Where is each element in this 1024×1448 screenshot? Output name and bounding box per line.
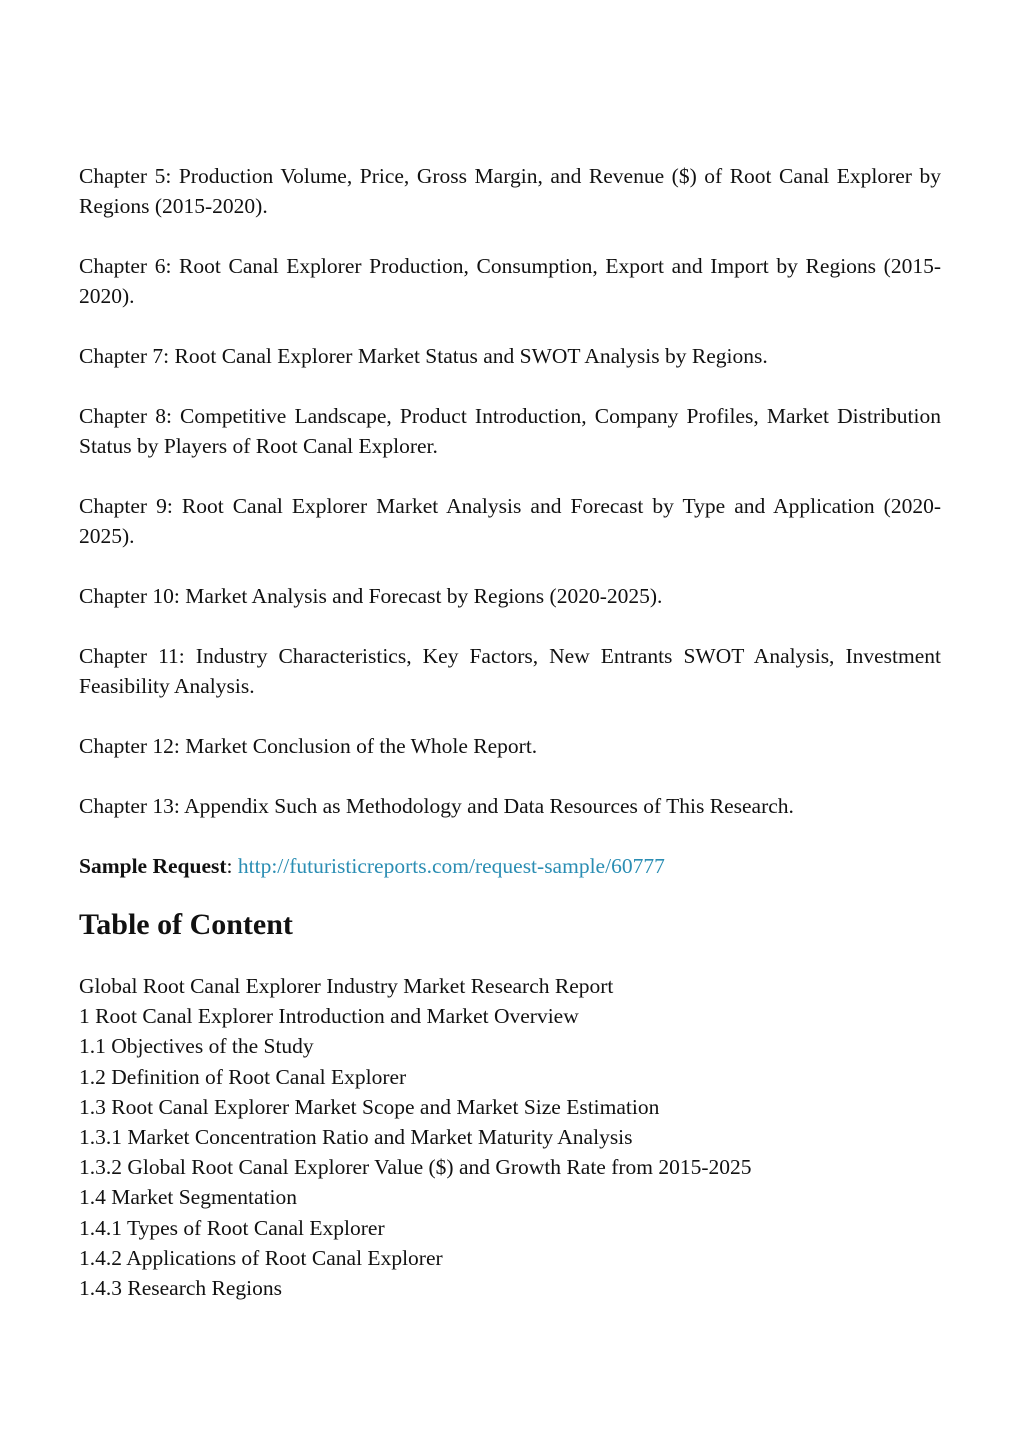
- sample-request-label: Sample Request: [79, 854, 227, 878]
- sample-request-link[interactable]: http://futuristicreports.com/request-sample/60777: [237, 854, 665, 878]
- toc-list: [79, 971, 941, 1303]
- toc-item: 1.4.2 Applications of Root Canal Explorer: [79, 1245, 443, 1270]
- toc-item: 1.4 Market Segmentation: [79, 1185, 297, 1210]
- toc-item: 1.4.3 Research Regions: [79, 1276, 283, 1301]
- toc-item: 1.3.2 Global Root Canal Explorer Value ($) and Growth Rate from 2015-2025: [79, 1155, 752, 1180]
- toc-item: 1.3.1 Market Concentration Ratio and Market Maturity Analysis: [79, 1125, 633, 1150]
- chapter-6-paragraph: Chapter 6: Root Canal Explorer Production, Consumption, Export and Import by Regions (2015-2020).: [79, 254, 941, 308]
- toc-item: 1.1 Objectives of the Study: [79, 1034, 314, 1059]
- chapter-13-paragraph: Chapter 13: Appendix Such as Methodology and Data Resources of This Research.: [79, 794, 794, 818]
- toc-item: Global Root Canal Explorer Industry Market Research Report: [79, 974, 614, 998]
- sample-request-separator: :: [226, 854, 238, 878]
- toc-heading: Table of Content: [79, 908, 293, 941]
- chapter-5-paragraph: Chapter 5: Production Volume, Price, Gross Margin, and Revenue ($) of Root Canal Explorer by Regions (2015-2020).: [79, 164, 941, 218]
- document-page: [79, 161, 941, 1303]
- sample-request-line: [79, 851, 941, 881]
- toc-item: 1 Root Canal Explorer Introduction and Market Overview: [79, 1004, 579, 1029]
- toc-item: 1.4.1 Types of Root Canal Explorer: [79, 1215, 385, 1240]
- toc-item: 1.2 Definition of Root Canal Explorer: [79, 1064, 407, 1089]
- chapter-12-paragraph: Chapter 12: Market Conclusion of the Whole Report.: [79, 734, 538, 758]
- chapter-8-paragraph: Chapter 8: Competitive Landscape, Product Introduction, Company Profiles, Market Distribution Status by Players of Root Canal Explorer.: [79, 404, 941, 458]
- chapter-10-paragraph: Chapter 10: Market Analysis and Forecast by Regions (2020-2025).: [79, 584, 663, 608]
- toc-item: 1.3 Root Canal Explorer Market Scope and Market Size Estimation: [79, 1094, 660, 1119]
- chapter-9-paragraph: Chapter 9: Root Canal Explorer Market Analysis and Forecast by Type and Application (2020-2025).: [79, 494, 941, 548]
- chapter-11-paragraph: Chapter 11: Industry Characteristics, Key Factors, New Entrants SWOT Analysis, Investment Feasibility Analysis.: [79, 644, 941, 698]
- chapter-7-paragraph: Chapter 7: Root Canal Explorer Market Status and SWOT Analysis by Regions.: [79, 344, 768, 368]
